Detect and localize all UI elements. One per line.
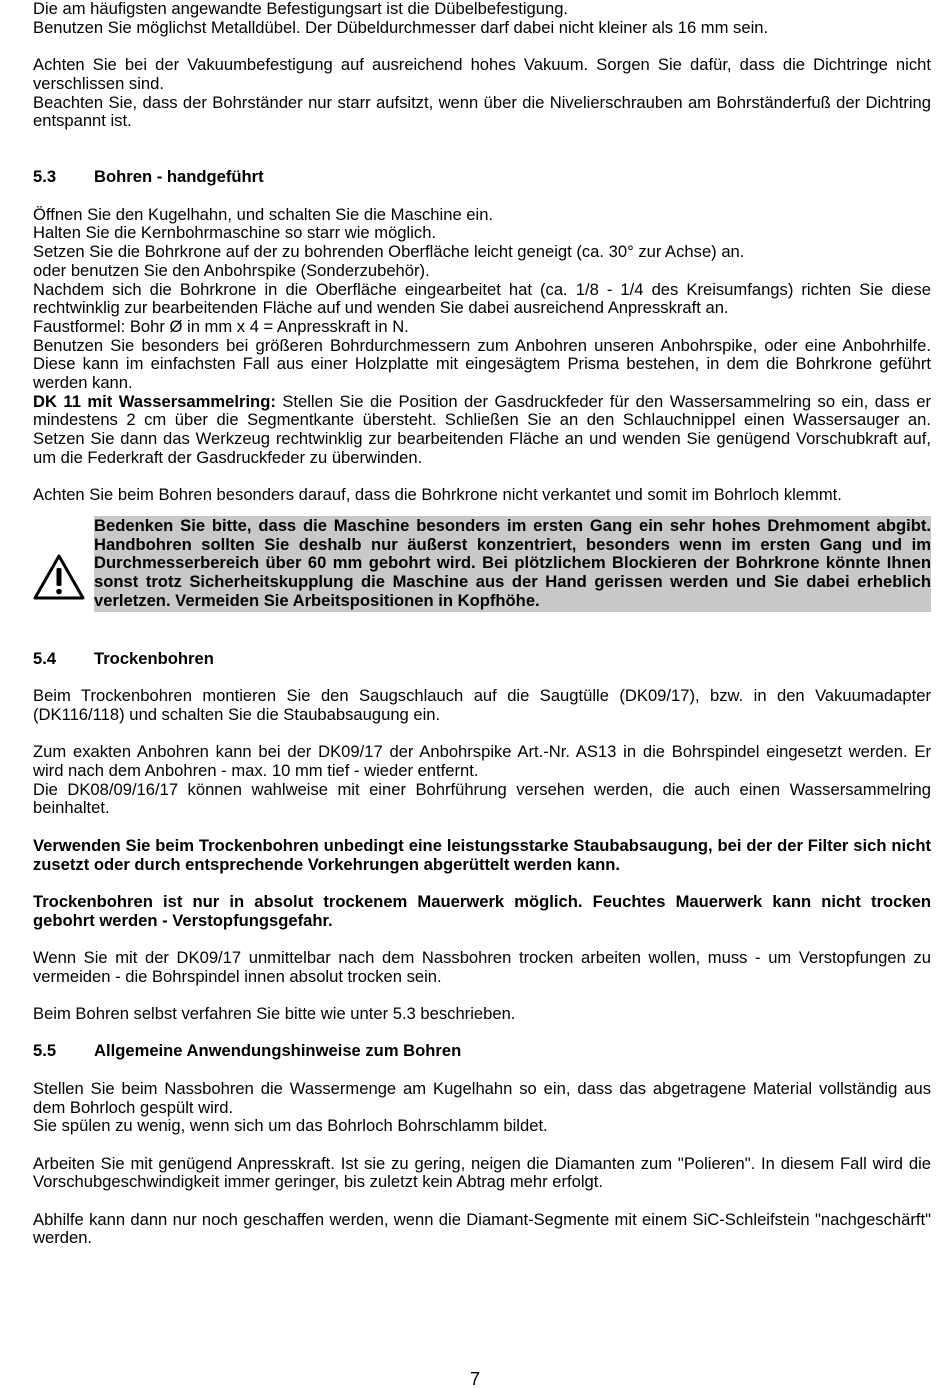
section-5-5-paragraph: Abhilfe kann dann nur noch geschaffen werden, wenn die Diamant-Segmente mit einem SiC-Schleifstein "nachgeschärft" werden. (33, 1209, 931, 1248)
intro-line-1: Die am häufigsten angewandte Befestigungsart ist die Dübelbefestigung. (33, 0, 569, 18)
section-5-3-line: Nachdem sich die Bohrkrone in die Oberfläche eingearbeitet hat (ca. 1/8 - 1/4 des Kreisumfangs) richten Sie diese rechtwinklig zur bearbeitenden Fläche auf und wenden Sie dabei ausreichend Anpresskraft an. (33, 279, 931, 318)
section-5-4-heading (33, 650, 931, 669)
section-5-4-paragraph: Die DK08/09/16/17 können wahlweise mit einer Bohrführung versehen werden, die auch einen Wassersammelring beinhaltet. (33, 779, 931, 818)
section-5-5-paragraph: Arbeiten Sie mit genügend Anpresskraft. Ist sie zu gering, neigen die Diamanten zum "Polieren". In diesem Fall wird die Vorschubgeschwindigkeit immer geringer, bis zuletzt kein Abtrag mehr erfolgt. (33, 1153, 931, 1192)
section-5-3-line: Benutzen Sie besonders bei größeren Bohrdurchmessern zum Anbohren unseren Anbohrspike, oder eine Anbohrhilfe. Diese kann im einfachsten Fall aus einer Holzplatte mit eingesägtem Prisma bestehen, in dem die Bohrkrone geführt werden kann. (33, 335, 931, 393)
warning-triangle-icon (33, 553, 85, 601)
intro-stand-paragraph: Beachten Sie, dass der Bohrständer nur starr aufsitzt, wenn über die Nivelierschrauben am Bohrständerfuß der Dichtring entspannt ist. (33, 92, 931, 131)
section-5-4-paragraph: Wenn Sie mit der DK09/17 unmittelbar nach dem Nassbohren trocken arbeiten wollen, muss - um Verstopfungen zu vermeiden - die Bohrspindel innen absolut trocken sein. (33, 948, 931, 986)
page-number: 7 (469, 1369, 480, 1389)
section-5-5-paragraph: Stellen Sie beim Nassbohren die Wassermenge am Kugelhahn so ein, dass das abgetragene Material vollständig aus dem Bohrloch gespült wird. (33, 1078, 931, 1117)
section-5-3-line: Setzen Sie die Bohrkrone auf der zu bohrenden Oberfläche leicht geneigt (ca. 30° zur Achse) an. (33, 242, 745, 262)
section-5-4-paragraph: Beim Bohren selbst verfahren Sie bitte wie unter 5.3 beschrieben. (33, 1004, 516, 1024)
intro-vacuum-paragraph: Achten Sie bei der Vakuumbefestigung auf ausreichend hohes Vakuum. Sorgen Sie dafür, dass die Dichtringe nicht verschlissen sind. (33, 55, 931, 93)
section-5-3-line: oder benutzen Sie den Anbohrspike (Sonderzubehör). (33, 260, 430, 280)
section-5-4-paragraph: Zum exakten Anbohren kann bei der DK09/17 der Anbohrspike Art.-Nr. AS13 in die Bohrspindel eingesetzt werden. Er wird nach dem Anbohren - max. 10 mm tief - wieder entfernt. (33, 742, 931, 781)
section-5-3-line: Öffnen Sie den Kugelhahn, und schalten Sie die Maschine ein. (33, 204, 494, 224)
section-5-3-note: Achten Sie beim Bohren besonders darauf, dass die Bohrkrone nicht verkantet und somit im Bohrloch klemmt. (33, 485, 842, 505)
section-5-3-line: Faustformel: Bohr Ø in mm x 4 = Anpresskraft in N. (33, 316, 409, 336)
section-5-4-bold-notice: Verwenden Sie beim Trockenbohren unbedingt eine leistungsstarke Staubabsaugung, bei der der Filter sich nicht zusetzt oder durch entsprechende Vorkehrungen abgerüttelt werden kann. (33, 835, 931, 874)
section-5-4-number: 5.4 (33, 648, 57, 668)
intro-line-2: Benutzen Sie möglichst Metalldübel. Der Dübeldurchmesser darf dabei nicht kleiner als 16 mm sein. (33, 17, 769, 37)
dk11-paragraph (33, 393, 931, 468)
warning-text: Bedenken Sie bitte, dass die Maschine besonders im ersten Gang ein sehr hohes Drehmoment abgibt. Handbohren sollten Sie deshalb nur äußerst konzentriert, besonders wenn im ersten Gang und im Durchmesserbereich über 60 mm gebohrt wird. Bei plötzlichem Blockieren der Bohrkrone könnte Ihnen sonst trotz Sicherheitskupplung die Maschine aus der Hand gerissen werden und Sie dabei erheblich verletzen. Vermeiden Sie Arbeitspositionen in Kopfhöhe. (94, 516, 931, 613)
section-5-3-heading (33, 168, 931, 187)
section-5-5-title: Allgemeine Anwendungshinweise zum Bohren (94, 1041, 462, 1061)
section-5-3-number: 5.3 (33, 167, 57, 187)
section-5-3-title: Bohren - handgeführt (94, 167, 264, 187)
section-5-4-bold-notice: Trockenbohren ist nur in absolut trockenem Mauerwerk möglich. Feuchtes Mauerwerk kann nicht trocken gebohrt werden - Verstopfungsgefahr. (33, 891, 931, 930)
section-5-3-line: Halten Sie die Kernbohrmaschine so starr wie möglich. (33, 223, 437, 243)
dk11-text: Stellen Sie die Position der Gasdruckfeder für den Wassersammelring so ein, dass er mindestens 2 cm über die Segmentkante übersteht. Schließen Sie an den Schlauchnippel einen Wassersauger an. Setzen Sie dann das Werkzeug rechtwinklig zur bearbeitenden Fläche an und wenden Sie genügend Vorschubkraft auf, um die Federkraft der Gasdruckfeder zu überwinden. (33, 391, 931, 467)
document-page (33, 0, 931, 1248)
warning-block (33, 516, 931, 613)
section-5-5-heading (33, 1042, 931, 1061)
section-5-5-number: 5.5 (33, 1041, 57, 1061)
section-5-4-paragraph: Beim Trockenbohren montieren Sie den Saugschlauch auf die Saugtülle (DK09/17), bzw. in den Vakuumadapter (DK116/118) und schalten Sie die Staubabsaugung ein. (33, 686, 931, 724)
section-5-4-title: Trockenbohren (94, 648, 214, 668)
dk11-label: DK 11 mit Wassersammelring: (33, 391, 276, 411)
section-5-5-paragraph: Sie spülen zu wenig, wenn sich um das Bohrloch Bohrschlamm bildet. (33, 1116, 548, 1136)
